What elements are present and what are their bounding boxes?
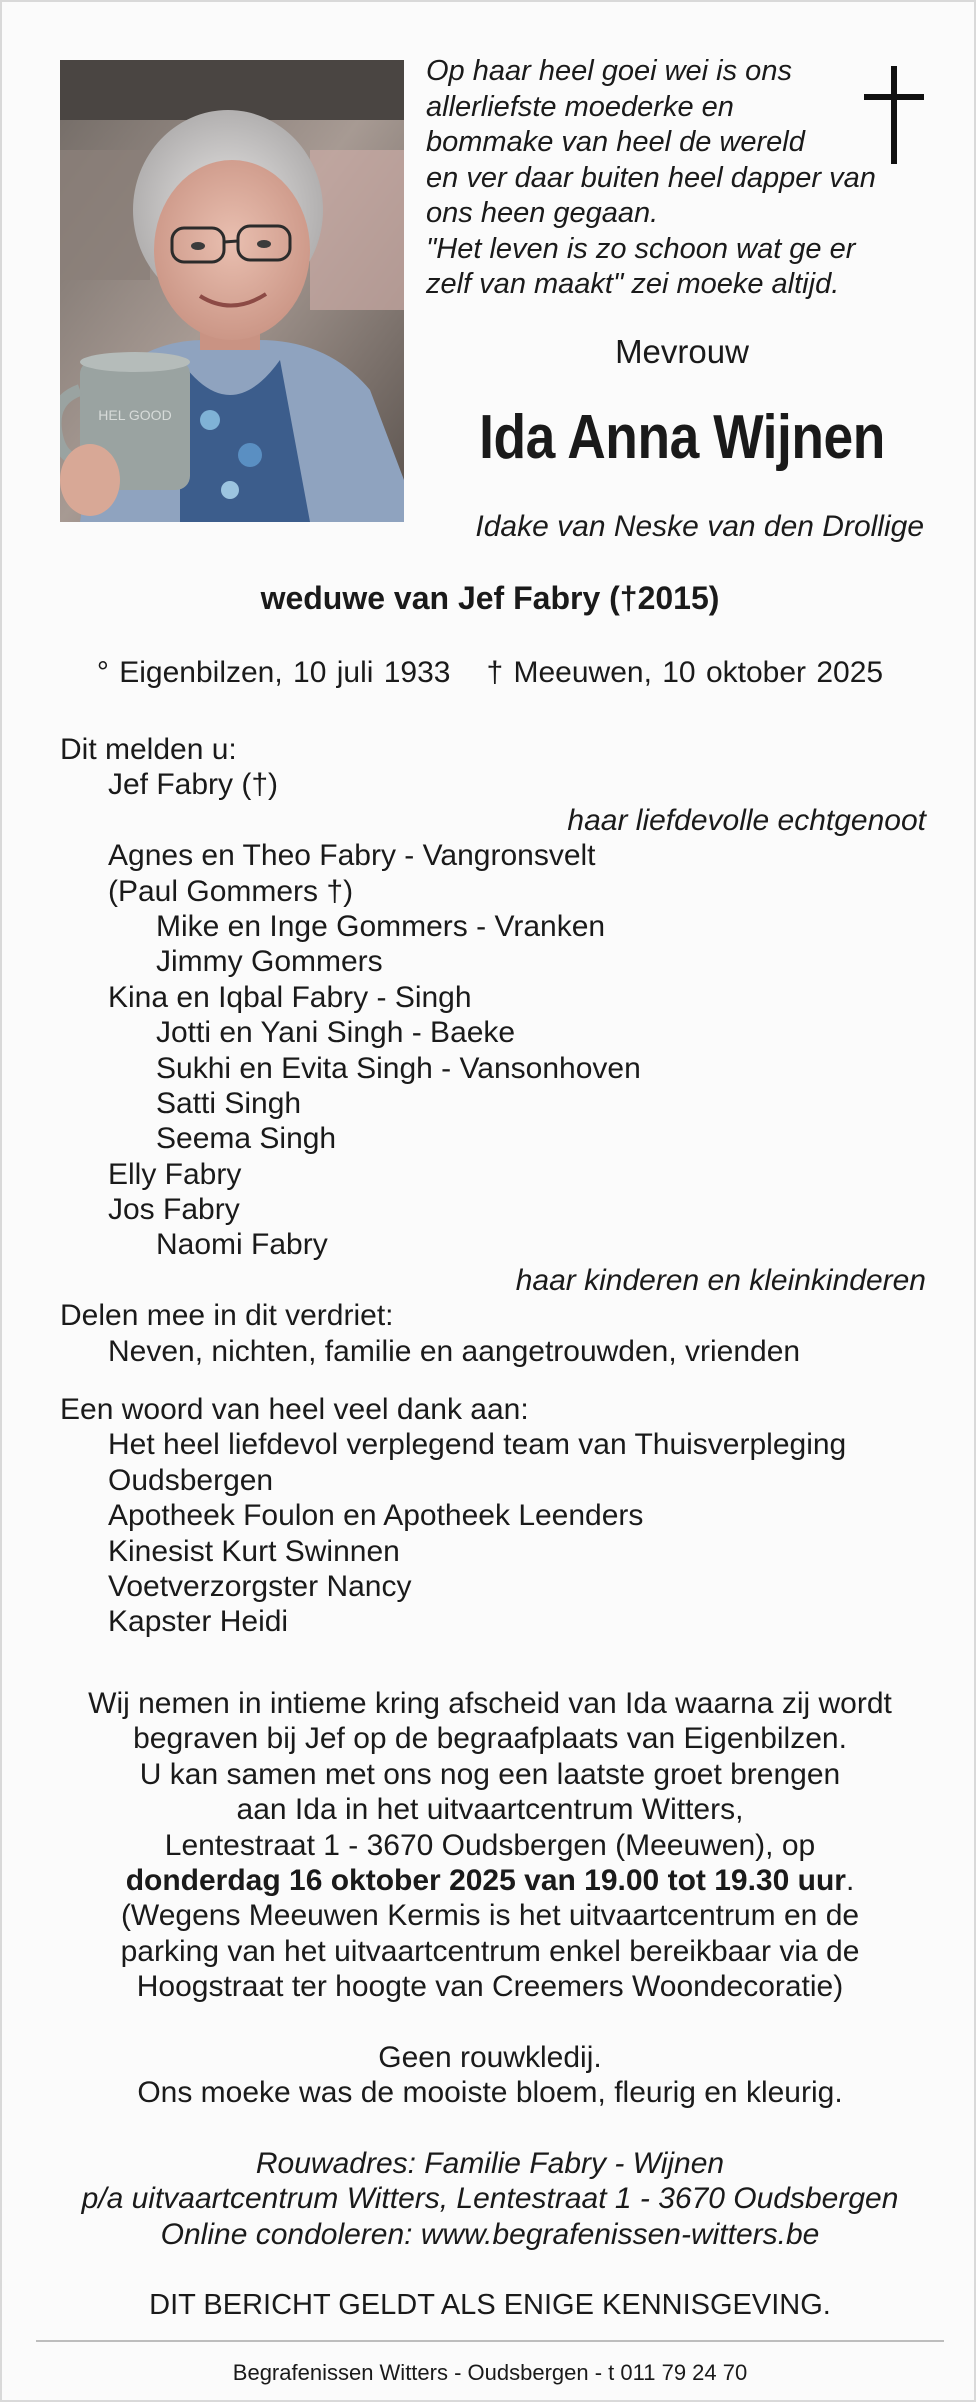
notice-punct: . [845, 1863, 855, 1897]
portrait-photo [60, 60, 404, 522]
spouse-relation: haar liefdevolle echtgenoot [567, 803, 926, 837]
list-item: Het heel liefdevol verplegend team van Thuisverpleging [108, 1428, 847, 1462]
list-item: Kina en Iqbal Fabry - Singh [108, 980, 472, 1014]
list-item: Voetverzorgster Nancy [108, 1569, 412, 1603]
list-item: Naomi Fabry [156, 1228, 328, 1262]
list-item: Apotheek Foulon en Apotheek Leenders [108, 1499, 644, 1533]
notice-line: Ons moeke was de mooiste bloem, fleurig en kleurig. [137, 2076, 843, 2110]
list-item: Jotti en Yani Singh - Baeke [156, 1016, 516, 1050]
notice-datetime [2, 1863, 978, 1898]
notice-line: (Wegens Meeuwen Kermis is het uitvaartcentrum en de [120, 1899, 860, 1933]
share-intro: Delen mee in dit verdriet: [60, 1299, 394, 1333]
widow-of: weduwe van Jef Fabry (†2015) [260, 580, 720, 616]
list-item: Elly Fabry [108, 1157, 242, 1191]
list-item: Kinesist Kurt Swinnen [108, 1534, 400, 1568]
list-item: Agnes en Theo Fabry - Vangronsvelt [108, 839, 596, 873]
list-item: Seema Singh [156, 1122, 337, 1156]
notice-line: Lentestraat 1 - 3670 Oudsbergen (Meeuwen), op [164, 1828, 816, 1862]
family-spouse: Jef Fabry (†) [108, 768, 279, 802]
notice-line: Hoogstraat ter hoogte van Creemers Woondecoratie) [136, 1970, 844, 2004]
deceased-name: Ida Anna Wijnen [479, 403, 885, 472]
visitation-datetime: donderdag 16 oktober 2025 van 19.00 tot 19.30 uur [125, 1863, 846, 1897]
funeral-notice [2, 1686, 978, 2111]
notice-line: U kan samen met ons nog een laatste groet brengen [139, 1757, 841, 1791]
footer-divider [36, 2340, 944, 2342]
list-item: Jos Fabry [108, 1193, 240, 1227]
notice-line: aan Ida in het uitvaartcentrum Witters, [236, 1793, 744, 1827]
condolence-link[interactable]: Online condoleren: www.begrafenissen-witters.be [160, 2217, 820, 2251]
portrait-image [60, 60, 404, 522]
list-item: Mike en Inge Gommers - Vranken [156, 909, 606, 943]
list-item: Jimmy Gommers [156, 945, 383, 979]
address-line: p/a uitvaartcentrum Witters, Lentestraat 1 - 3670 Oudsbergen [81, 2182, 899, 2216]
death-date: † Meeuwen, 10 oktober 2025 [486, 656, 884, 689]
address-line: Rouwadres: Familie Fabry - Wijnen [255, 2147, 725, 2180]
list-item: Kapster Heidi [108, 1605, 289, 1639]
notice-line: parking van het uitvaartcentrum enkel bereikbaar via de [120, 1934, 860, 1968]
mourning-address [2, 2146, 978, 2252]
memorial-quote: Op haar heel goei wei is ons allerliefste moederke en bommake van heel de wereld en ver daar buiten heel dapper van ons heen gegaan. "Het leven is zo schoon wat ge er zelf van maakt" zei moeke altijd. [426, 55, 876, 300]
thanks-intro: Een woord van heel veel dank aan: [60, 1393, 529, 1426]
children-list [60, 838, 926, 1263]
list-item: (Paul Gommers †) [108, 874, 354, 908]
list-item: Oudsbergen [108, 1463, 274, 1497]
thanks-section [60, 1392, 926, 1640]
notice-line: begraven bij Jef op de begraafplaats van Eigenbilzen. [133, 1722, 847, 1756]
footer-credit: Begrafenissen Witters - Oudsbergen - t 011 79 24 70 [232, 2360, 748, 2385]
share-text: Neven, nichten, familie en aangetrouwden, vrienden [108, 1334, 801, 1368]
honorific: Mevrouw [615, 333, 749, 370]
birth-date: ° Eigenbilzen, 10 juli 1933 [96, 656, 451, 689]
children-relation: haar kinderen en kleinkinderen [515, 1263, 926, 1297]
nickname: Idake van Neske van den Drollige [475, 510, 924, 543]
life-dates [2, 656, 978, 690]
spacer [2, 2005, 978, 2040]
mug-text: HEL GOOD [98, 407, 172, 423]
final-notice: DIT BERICHT GELDT ALS ENIGE KENNISGEVING. [149, 2289, 831, 2321]
family-intro: Dit melden u: [60, 733, 237, 766]
notice-line: Geen rouwkledij. [378, 2040, 602, 2074]
notice-line: Wij nemen in intieme kring afscheid van Ida waarna zij wordt [88, 1687, 892, 1720]
list-item: Satti Singh [156, 1086, 302, 1120]
family-section [60, 732, 926, 1369]
list-item: Sukhi en Evita Singh - Vansonhoven [156, 1051, 641, 1085]
